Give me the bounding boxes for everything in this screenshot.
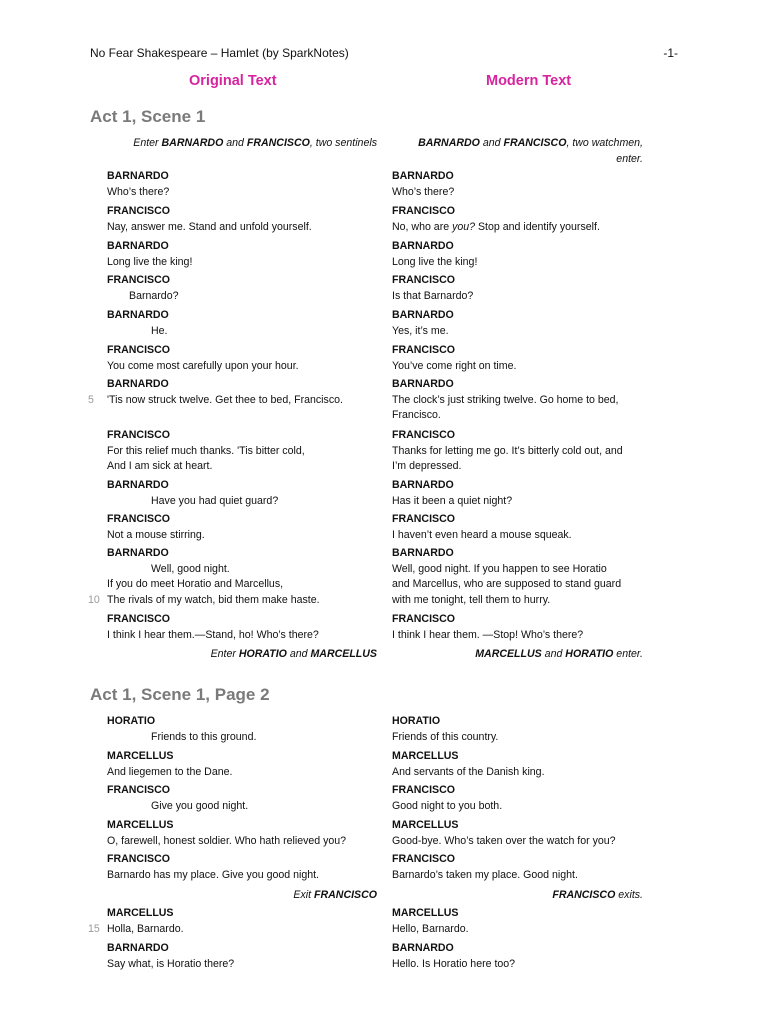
modern-line: with me tonight, tell them to hurry.: [392, 593, 551, 606]
speaker-name: BARNARDO: [107, 170, 169, 182]
speaker-name: BARNARDO: [392, 378, 454, 390]
speaker-name: BARNARDO: [392, 170, 454, 182]
modern-line: And servants of the Danish king.: [392, 765, 545, 778]
modern-line: Long live the king!: [392, 255, 478, 268]
speaker-name: MARCELLUS: [392, 907, 459, 919]
stage-direction-modern: FRANCISCO exits.: [552, 889, 643, 901]
stage-direction-original: Exit FRANCISCO: [293, 889, 377, 901]
modern-line: Yes, it’s me.: [392, 324, 449, 337]
speaker-name: FRANCISCO: [107, 344, 170, 356]
modern-line: You’ve come right on time.: [392, 359, 517, 372]
modern-line: Is that Barnardo?: [392, 289, 474, 302]
original-line: He.: [151, 324, 168, 337]
speaker-name: HORATIO: [107, 715, 156, 727]
modern-line: Hello, Barnardo.: [392, 922, 469, 935]
stage-direction-original: Enter HORATIO and MARCELLUS: [210, 648, 377, 660]
page-header: [90, 46, 678, 64]
modern-line: Good night to you both.: [392, 799, 503, 812]
modern-line: No, who are you? Stop and identify yourself.: [392, 220, 600, 233]
document-title: No Fear Shakespeare – Hamlet (by SparkNotes): [90, 46, 349, 60]
page-number: -1-: [663, 46, 678, 60]
line-number: 15: [88, 923, 100, 935]
original-line: Barnardo has my place. Give you good night.: [107, 868, 319, 881]
stage-direction-modern: BARNARDO and FRANCISCO, two watchmen, enter.: [418, 137, 643, 165]
speaker-name: FRANCISCO: [392, 784, 455, 796]
modern-line: The clock’s just striking twelve. Go home to bed,: [392, 393, 619, 406]
speaker-name: BARNARDO: [107, 547, 169, 559]
modern-line: I’m depressed.: [392, 460, 462, 473]
speaker-name: FRANCISCO: [107, 853, 170, 865]
original-line: And I am sick at heart.: [107, 460, 213, 473]
original-line: And liegemen to the Dane.: [107, 765, 233, 778]
original-line: You come most carefully upon your hour.: [107, 359, 299, 372]
speaker-name: FRANCISCO: [392, 853, 455, 865]
speaker-name: BARNARDO: [107, 240, 169, 252]
speaker-name: FRANCISCO: [392, 205, 455, 217]
original-line: If you do meet Horatio and Marcellus,: [107, 578, 284, 591]
original-line: Friends to this ground.: [151, 730, 257, 743]
modern-line: Well, good night. If you happen to see Horatio: [392, 562, 607, 575]
original-line: Have you had quiet guard?: [151, 494, 279, 507]
speaker-name: MARCELLUS: [107, 819, 174, 831]
stage-direction-original: Enter BARNARDO and FRANCISCO, two sentinels: [133, 137, 377, 149]
modern-line: I think I hear them. —Stop! Who’s there?: [392, 628, 584, 641]
modern-line: Who’s there?: [392, 185, 455, 198]
original-text-heading: Original Text: [189, 73, 277, 89]
speaker-name: MARCELLUS: [107, 907, 174, 919]
original-line: O, farewell, honest soldier. Who hath relieved you?: [107, 834, 347, 847]
stage-direction-modern: MARCELLUS and HORATIO enter.: [475, 648, 643, 660]
speaker-name: BARNARDO: [392, 547, 454, 559]
original-line: Barnardo?: [129, 289, 179, 302]
modern-line: Thanks for letting me go. It’s bitterly cold out, and: [392, 444, 623, 457]
original-line: For this relief much thanks. 'Tis bitter cold,: [107, 444, 305, 457]
original-line: Nay, answer me. Stand and unfold yourself.: [107, 220, 312, 233]
speaker-name: BARNARDO: [107, 378, 169, 390]
speaker-name: BARNARDO: [392, 240, 454, 252]
speaker-name: FRANCISCO: [107, 429, 170, 441]
speaker-name: BARNARDO: [107, 942, 169, 954]
modern-line: Francisco.: [392, 409, 441, 422]
modern-line: Good-bye. Who’s taken over the watch for you?: [392, 834, 616, 847]
speaker-name: MARCELLUS: [392, 750, 459, 762]
modern-line: Friends of this country.: [392, 730, 499, 743]
speaker-name: FRANCISCO: [107, 613, 170, 625]
speaker-name: FRANCISCO: [107, 205, 170, 217]
scene-heading: Act 1, Scene 1: [90, 107, 206, 126]
speaker-name: BARNARDO: [392, 309, 454, 321]
original-line: Say what, is Horatio there?: [107, 957, 235, 970]
modern-line: Has it been a quiet night?: [392, 494, 513, 507]
modern-line: Barnardo’s taken my place. Good night.: [392, 868, 578, 881]
original-line: Holla, Barnardo.: [107, 922, 184, 935]
original-line: Long live the king!: [107, 255, 193, 268]
original-line: 'Tis now struck twelve. Get thee to bed, Francisco.: [107, 393, 343, 406]
line-number: 5: [88, 394, 94, 406]
speaker-name: BARNARDO: [392, 942, 454, 954]
speaker-name: MARCELLUS: [107, 750, 174, 762]
speaker-name: HORATIO: [392, 715, 441, 727]
speaker-name: FRANCISCO: [392, 513, 455, 525]
original-line: Who’s there?: [107, 185, 170, 198]
original-line: Well, good night.: [151, 562, 230, 575]
original-line: I think I hear them.—Stand, ho! Who’s there?: [107, 628, 319, 641]
speaker-name: BARNARDO: [107, 309, 169, 321]
speaker-name: FRANCISCO: [107, 274, 170, 286]
original-line: The rivals of my watch, bid them make haste.: [107, 593, 320, 606]
speaker-name: BARNARDO: [392, 479, 454, 491]
original-line: Not a mouse stirring.: [107, 528, 205, 541]
original-line: Give you good night.: [151, 799, 249, 812]
speaker-name: BARNARDO: [107, 479, 169, 491]
line-number: 10: [88, 594, 100, 606]
speaker-name: FRANCISCO: [107, 513, 170, 525]
speaker-name: FRANCISCO: [392, 274, 455, 286]
speaker-name: FRANCISCO: [392, 344, 455, 356]
modern-line: Hello. Is Horatio here too?: [392, 957, 516, 970]
modern-line: and Marcellus, who are supposed to stand guard: [392, 578, 622, 591]
modern-text-heading: Modern Text: [486, 73, 572, 89]
speaker-name: MARCELLUS: [392, 819, 459, 831]
modern-line: I haven’t even heard a mouse squeak.: [392, 528, 572, 541]
scene-heading: Act 1, Scene 1, Page 2: [90, 685, 270, 704]
speaker-name: FRANCISCO: [392, 613, 455, 625]
speaker-name: FRANCISCO: [392, 429, 455, 441]
speaker-name: FRANCISCO: [107, 784, 170, 796]
